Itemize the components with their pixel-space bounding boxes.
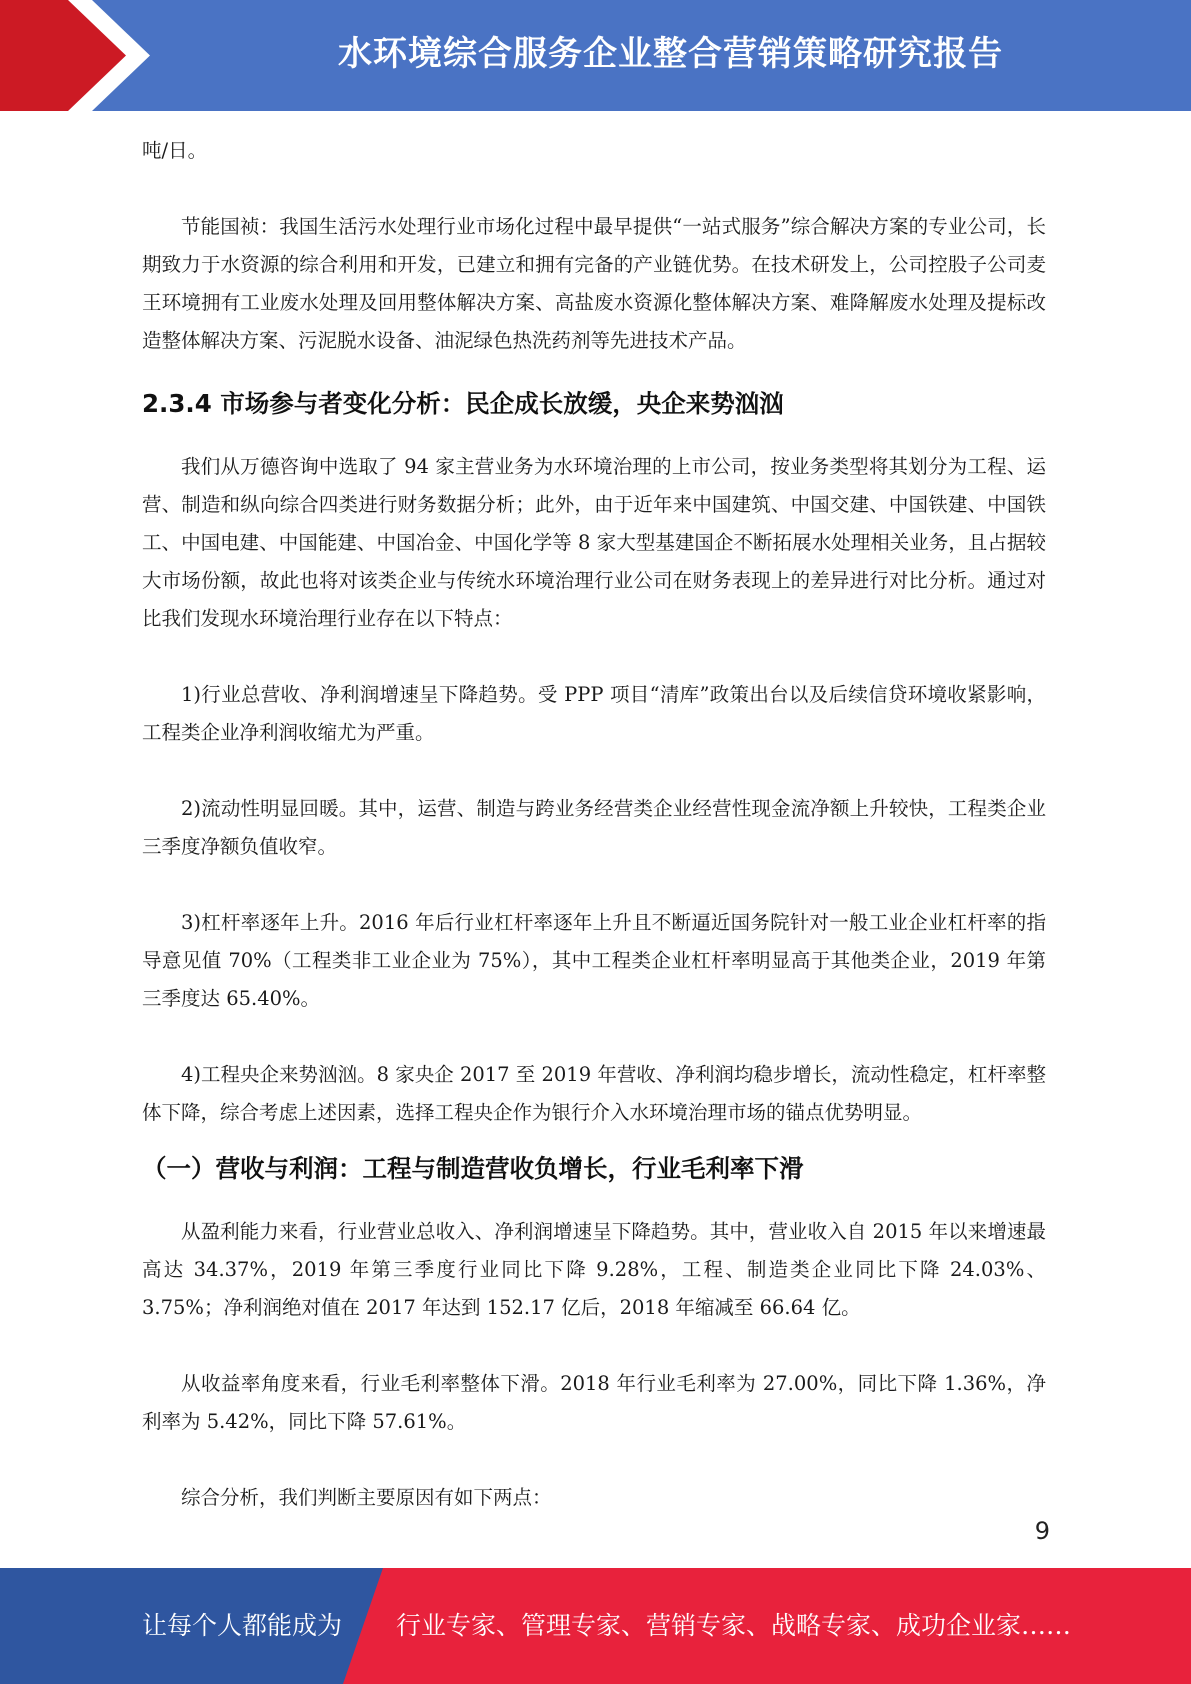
- header-title: 水环境综合服务企业整合营销策略研究报告: [338, 34, 1003, 74]
- footer-slogan-right: 行业专家、管理专家、营销专家、战略专家、成功企业家……: [396, 1611, 1072, 1640]
- footer-slogan-left: 让每个人都能成为: [142, 1611, 343, 1640]
- page-footer: [0, 1568, 1191, 1684]
- section-heading-2-3-4: 2.3.4 市场参与者变化分析：民企成长放缓，央企来势汹汹: [142, 389, 784, 418]
- header-red-chevron: [0, 0, 150, 111]
- paragraph-intro: 我们从万德咨询中选取了 94 家主营业务为水环境治理的上市公司，按业务类型将其划分为工程、运营、制造和纵向综合四类进行财务数据分析；此外，由于近年来中国建筑、中国交建、中国铁建、中国铁工、中国电建、中国能建、中国冶金、中国化学等 8 家大型基建国企不断拓展水处理相关业务，且占据较大市场份额，故此也将对该类企业与传统水环境治理行业公司在财务表现上的差异进行对比分析。通过对比我们发现水环境治理行业存在以下特点：: [142, 455, 1046, 630]
- paragraph-continuation: 吨/日。: [142, 139, 208, 162]
- paragraph-point-4: 4)工程央企来势汹汹。8 家央企 2017 至 2019 年营收、净利润均稳步增长，流动性稳定，杠杆率整体下降，综合考虑上述因素，选择工程央企作为银行介入水环境治理市场的锚点优势明显。: [142, 1063, 1046, 1124]
- page-number: 9: [1034, 1517, 1050, 1545]
- paragraph-point-2: 2)流动性明显回暖。其中，运营、制造与跨业务经营类企业经营性现金流净额上升较快，工程类企业三季度净额负值收窄。: [142, 797, 1046, 858]
- paragraph-jieneng-guozhen: 节能国祯：我国生活污水处理行业市场化过程中最早提供“一站式服务”综合解决方案的专业公司，长期致力于水资源的综合利用和开发，已建立和拥有完备的产业链优势。在技术研发上，公司控股子公司麦王环境拥有工业废水处理及回用整体解决方案、高盐废水资源化整体解决方案、难降解废水处理及提标改造整体解决方案、污泥脱水设备、油泥绿色热洗药剂等先进技术产品。: [142, 215, 1046, 352]
- paragraph-point-1: 1)行业总营收、净利润增速呈下降趋势。受 PPP 项目“清库”政策出台以及后续信贷环境收紧影响，工程类企业净利润收缩尤为严重。: [142, 683, 1046, 744]
- document-body: [142, 132, 1046, 1517]
- paragraph-margin: 从收益率角度来看，行业毛利率整体下滑。2018 年行业毛利率为 27.00%，同比下降 1.36%，净利率为 5.42%，同比下降 57.61%。: [142, 1372, 1046, 1433]
- page-header: [0, 0, 1191, 111]
- paragraph-profitability: 从盈利能力来看，行业营业总收入、净利润增速呈下降趋势。其中，营业收入自 2015 年以来增速最高达 34.37%，2019 年第三季度行业同比下降 9.28%，工程、制造类企业同比下降 24.03%、3.75%；净利润绝对值在 2017 年达到 152.17 亿后，2018 年缩减至 66.64 亿。: [142, 1220, 1046, 1319]
- paragraph-summary: 综合分析，我们判断主要原因有如下两点：: [181, 1486, 552, 1509]
- section-heading-revenue-profit: （一）营收与利润：工程与制造营收负增长，行业毛利率下滑: [142, 1154, 804, 1183]
- paragraph-point-3: 3)杠杆率逐年上升。2016 年后行业杠杆率逐年上升且不断逼近国务院针对一般工业企业杠杆率的指导意见值 70%（工程类非工业企业为 75%），其中工程类企业杠杆率明显高于其他类企业，2019 年第三季度达 65.40%。: [142, 911, 1046, 1010]
